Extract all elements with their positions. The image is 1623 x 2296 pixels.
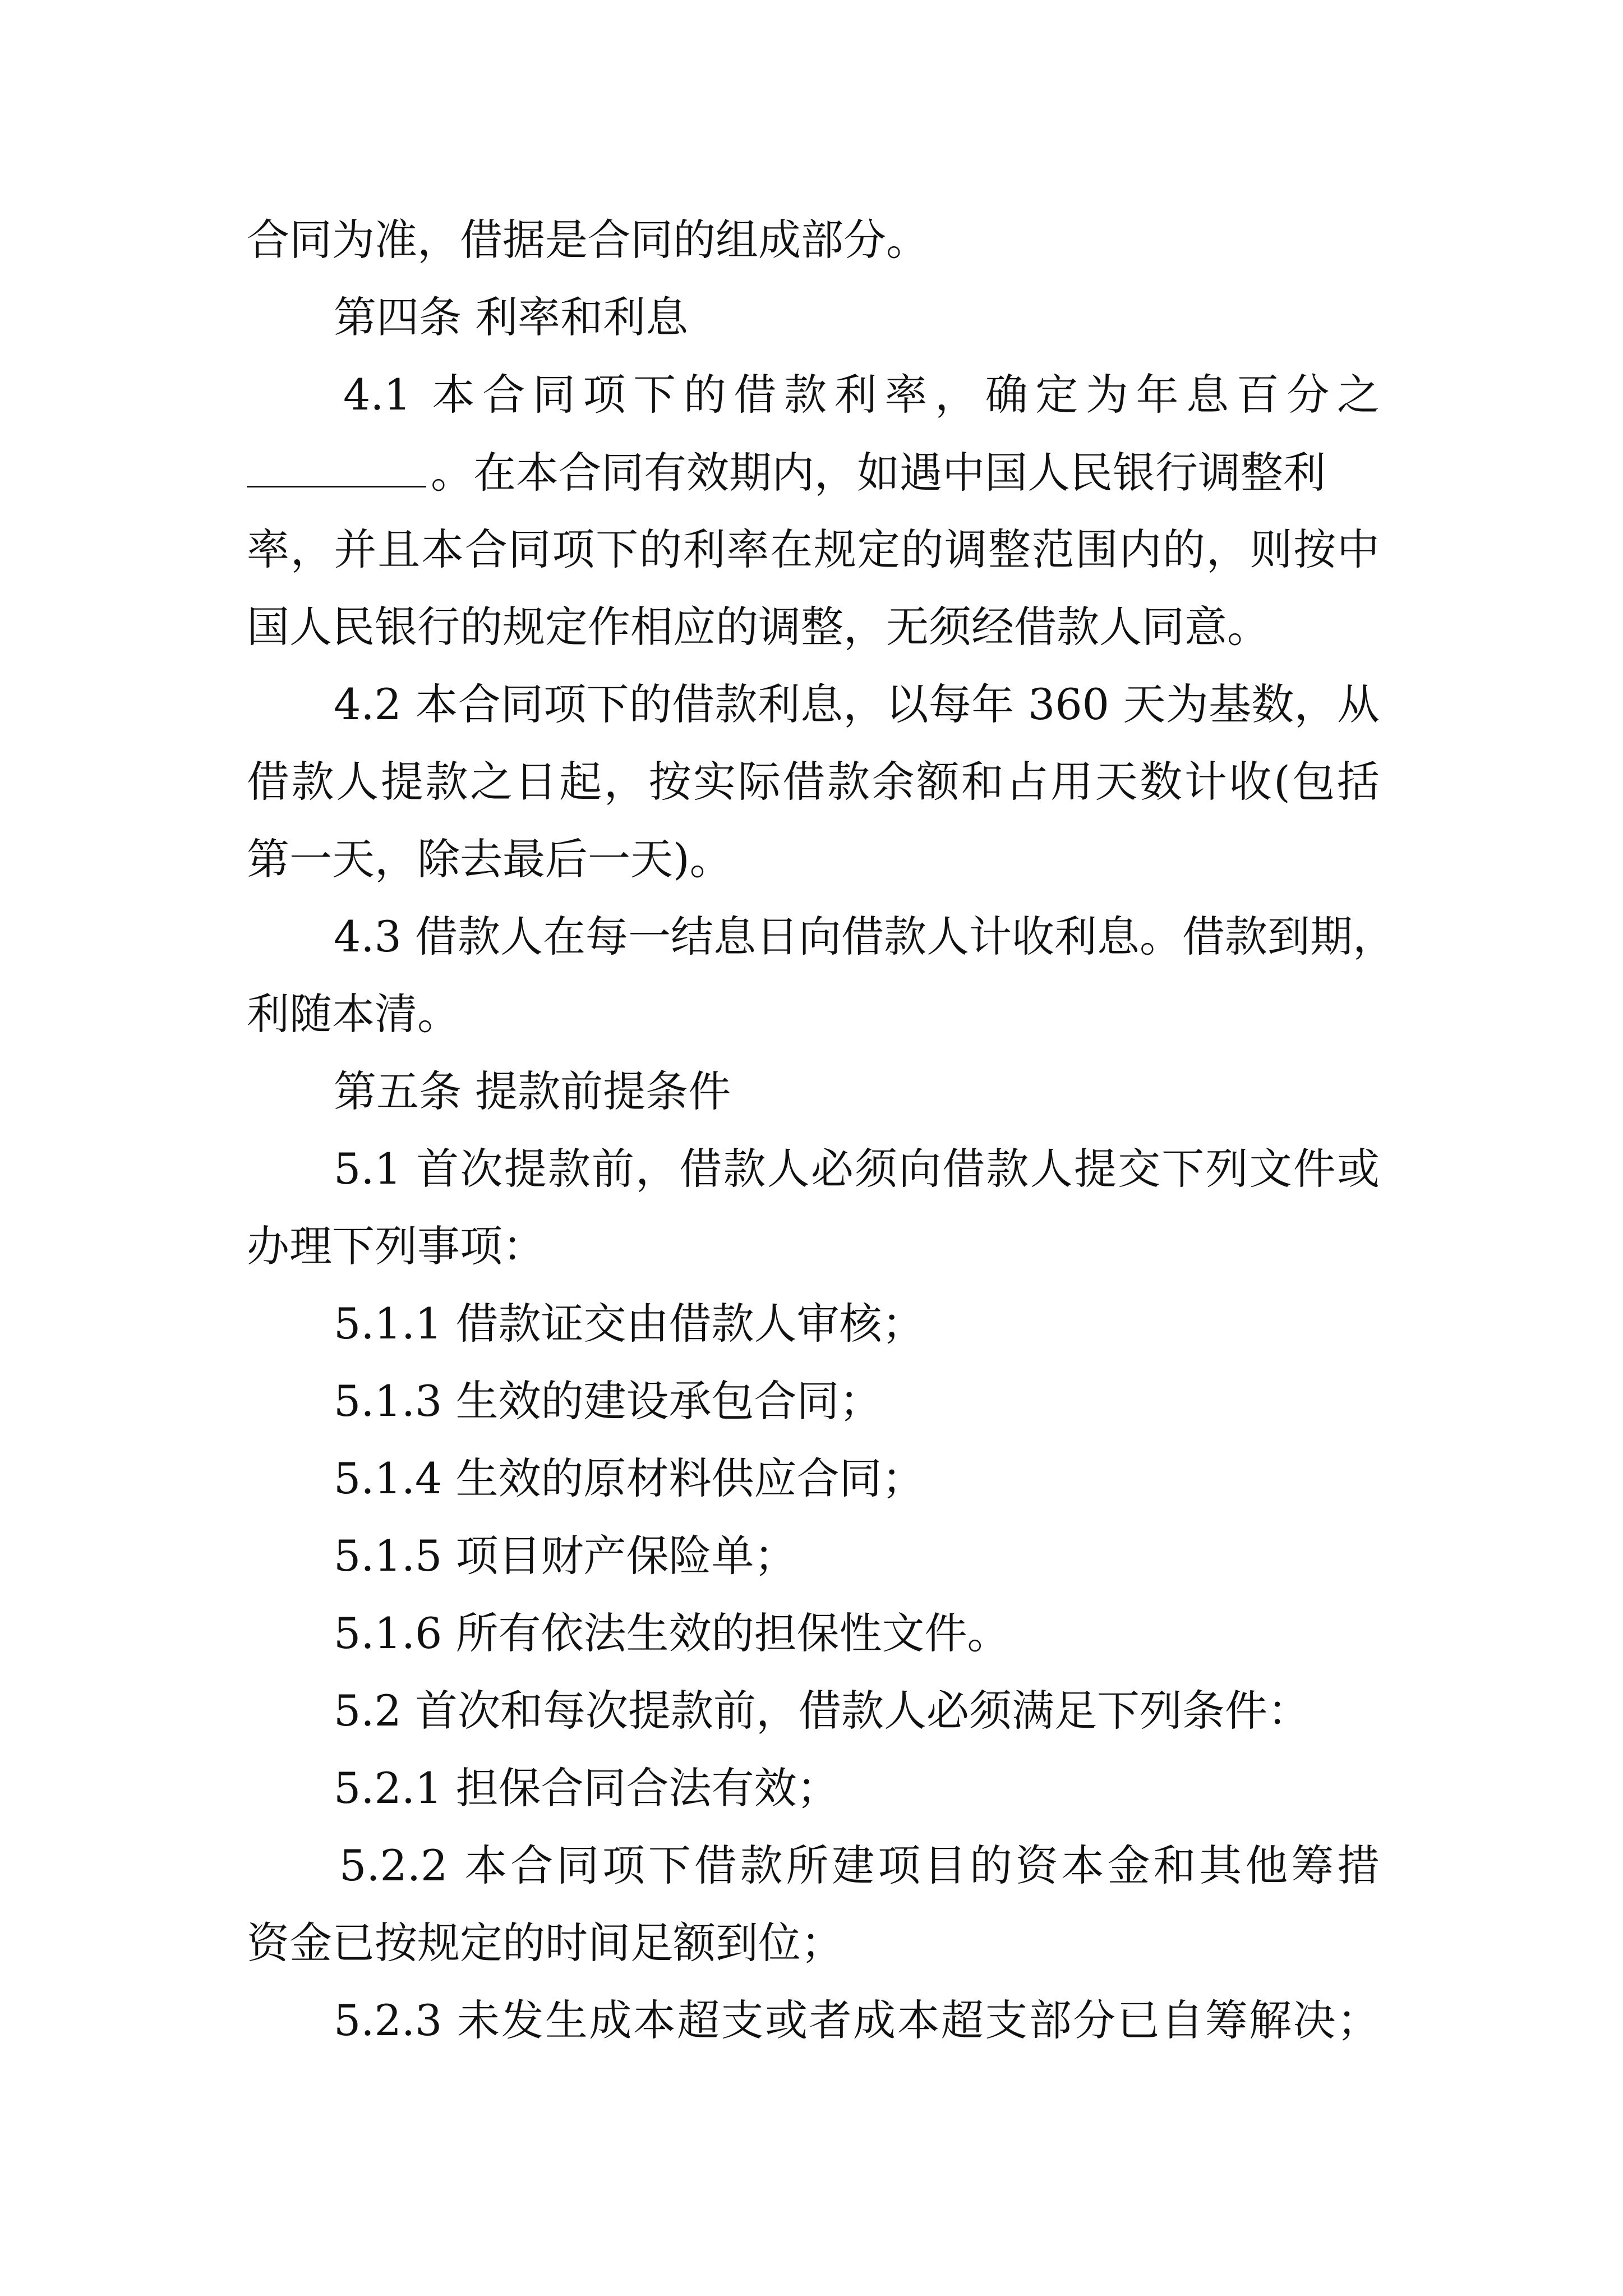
text-segment: 。在本合同有效期内，如遇中国人民银行调整利 — [431, 448, 1326, 498]
text-line: 国人民银行的规定作相应的调整，无须经借款人同意。 — [247, 602, 1270, 652]
list-item: 5.1.1 借款证交由借款人审核； — [334, 1299, 925, 1349]
text-line: 合同为准，借据是合同的组成部分。 — [247, 215, 929, 265]
text-line — [247, 448, 1380, 498]
list-item: 5.1.3 生效的建设承包合同； — [334, 1376, 882, 1426]
text-line: 借款人提款之日起，按实际借款余额和占用天数计收(包括 — [247, 757, 1380, 807]
text-line: 5.2 首次和每次提款前，借款人必须满足下列条件： — [334, 1686, 1311, 1736]
fill-in-blank[interactable] — [247, 451, 426, 487]
list-item: 5.1.6 所有依法生效的担保性文件。 — [334, 1608, 1010, 1658]
text-line: 第一天，除去最后一天)。 — [247, 834, 732, 884]
section-heading: 第四条 利率和利息 — [334, 292, 689, 342]
list-item: 5.1.5 项目财产保险单； — [334, 1531, 797, 1581]
text-line: 率，并且本合同项下的利率在规定的调整范围内的，则按中 — [247, 524, 1380, 574]
list-item: 5.1.4 生效的原材料供应合同； — [334, 1453, 925, 1503]
list-item: 5.2.3 未发生成本超支或者成本超支部分已自筹解决； — [334, 1995, 1380, 2045]
text-line: 资金已按规定的时间足额到位； — [247, 1918, 843, 1968]
text-line: 4.2 本合同项下的借款利息，以每年 360 天为基数，从 — [334, 679, 1380, 729]
text-line: 5.1 首次提款前，借款人必须向借款人提交下列文件或 — [334, 1144, 1380, 1194]
text-line: 4.1 本合同项下的借款利率，确定为年息百分之 — [343, 370, 1380, 420]
list-item: 5.2.1 担保合同合法有效； — [334, 1763, 840, 1813]
text-line: 4.3 借款人在每一结息日向借款人计收利息。借款到期， — [334, 912, 1396, 961]
section-heading: 第五条 提款前提条件 — [334, 1066, 731, 1116]
text-line: 利随本清。 — [247, 989, 460, 1039]
text-line: 办理下列事项： — [247, 1221, 545, 1271]
list-item: 5.2.2 本合同项下借款所建项目的资本金和其他筹措 — [339, 1841, 1380, 1890]
